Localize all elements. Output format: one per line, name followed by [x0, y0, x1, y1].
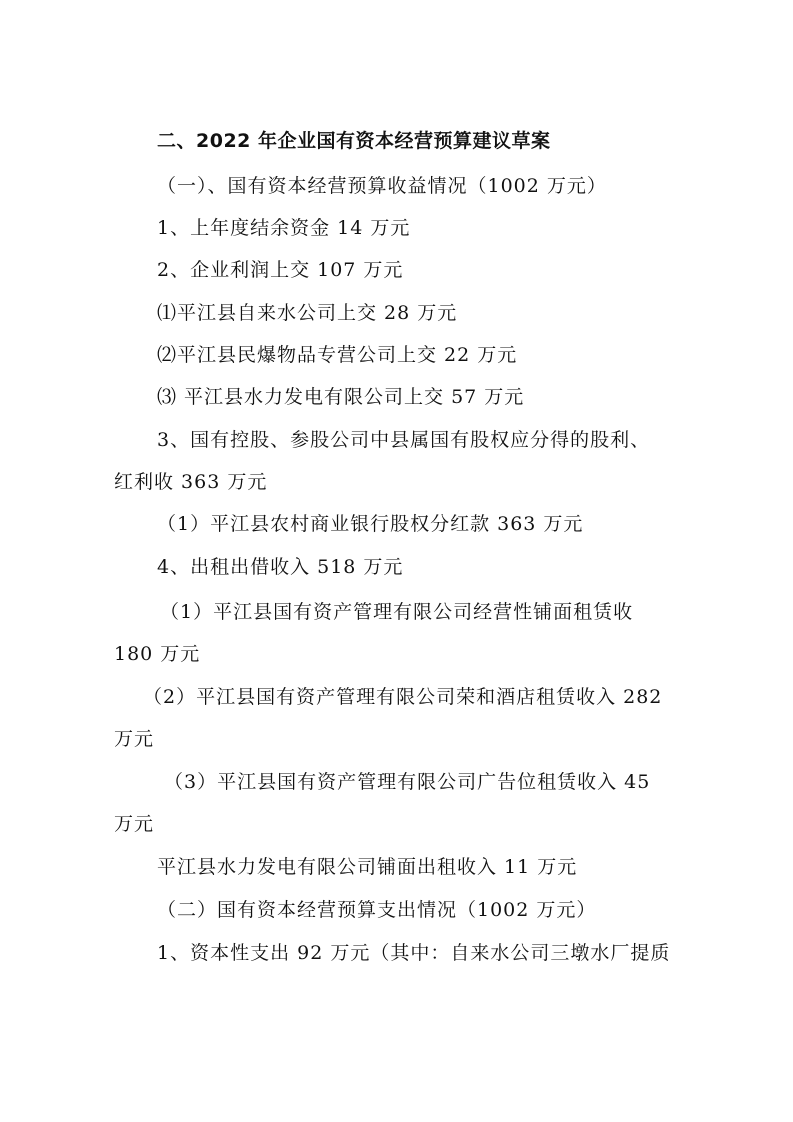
- paragraph-line: （2）平江县国有资产管理有限公司荣和酒店租赁收入 282: [143, 686, 663, 708]
- paragraph-line: 4、出租出借收入 518 万元: [157, 556, 404, 578]
- paragraph-line: 万元: [114, 728, 155, 750]
- paragraph-line: 万元: [114, 813, 155, 835]
- paragraph-line: （一）、国有资本经营预算收益情况（1002 万元）: [157, 175, 607, 197]
- paragraph-line: ⑵平江县民爆物品专营公司上交 22 万元: [157, 344, 518, 366]
- paragraph-line: （1）平江县农村商业银行股权分红款 363 万元: [157, 513, 584, 535]
- paragraph-line: 3、国有控股、参股公司中县属国有股权应分得的股利、: [157, 429, 651, 451]
- paragraph-line: 180 万元: [114, 643, 201, 665]
- paragraph-line: 1、资本性支出 92 万元（其中：自来水公司三墩水厂提质: [157, 942, 671, 964]
- paragraph-line: （3）平江县国有资产管理有限公司广告位租赁收入 45: [164, 771, 651, 793]
- paragraph-line: （1）平江县国有资产管理有限公司经营性铺面租赁收: [160, 601, 634, 623]
- paragraph-line: 1、上年度结余资金 14 万元: [157, 217, 411, 239]
- paragraph-line: 平江县水力发电有限公司铺面出租收入 11 万元: [157, 856, 578, 878]
- paragraph-line: ⑴平江县自来水公司上交 28 万元: [157, 302, 458, 324]
- paragraph-line: 红利收 363 万元: [114, 471, 268, 493]
- section-heading: 二、2022 年企业国有资本经营预算建议草案: [157, 130, 551, 152]
- paragraph-line: 2、企业利润上交 107 万元: [157, 259, 404, 281]
- paragraph-line: （二）国有资本经营预算支出情况（1002 万元）: [157, 899, 597, 921]
- paragraph-line: ⑶ 平江县水力发电有限公司上交 57 万元: [157, 386, 525, 408]
